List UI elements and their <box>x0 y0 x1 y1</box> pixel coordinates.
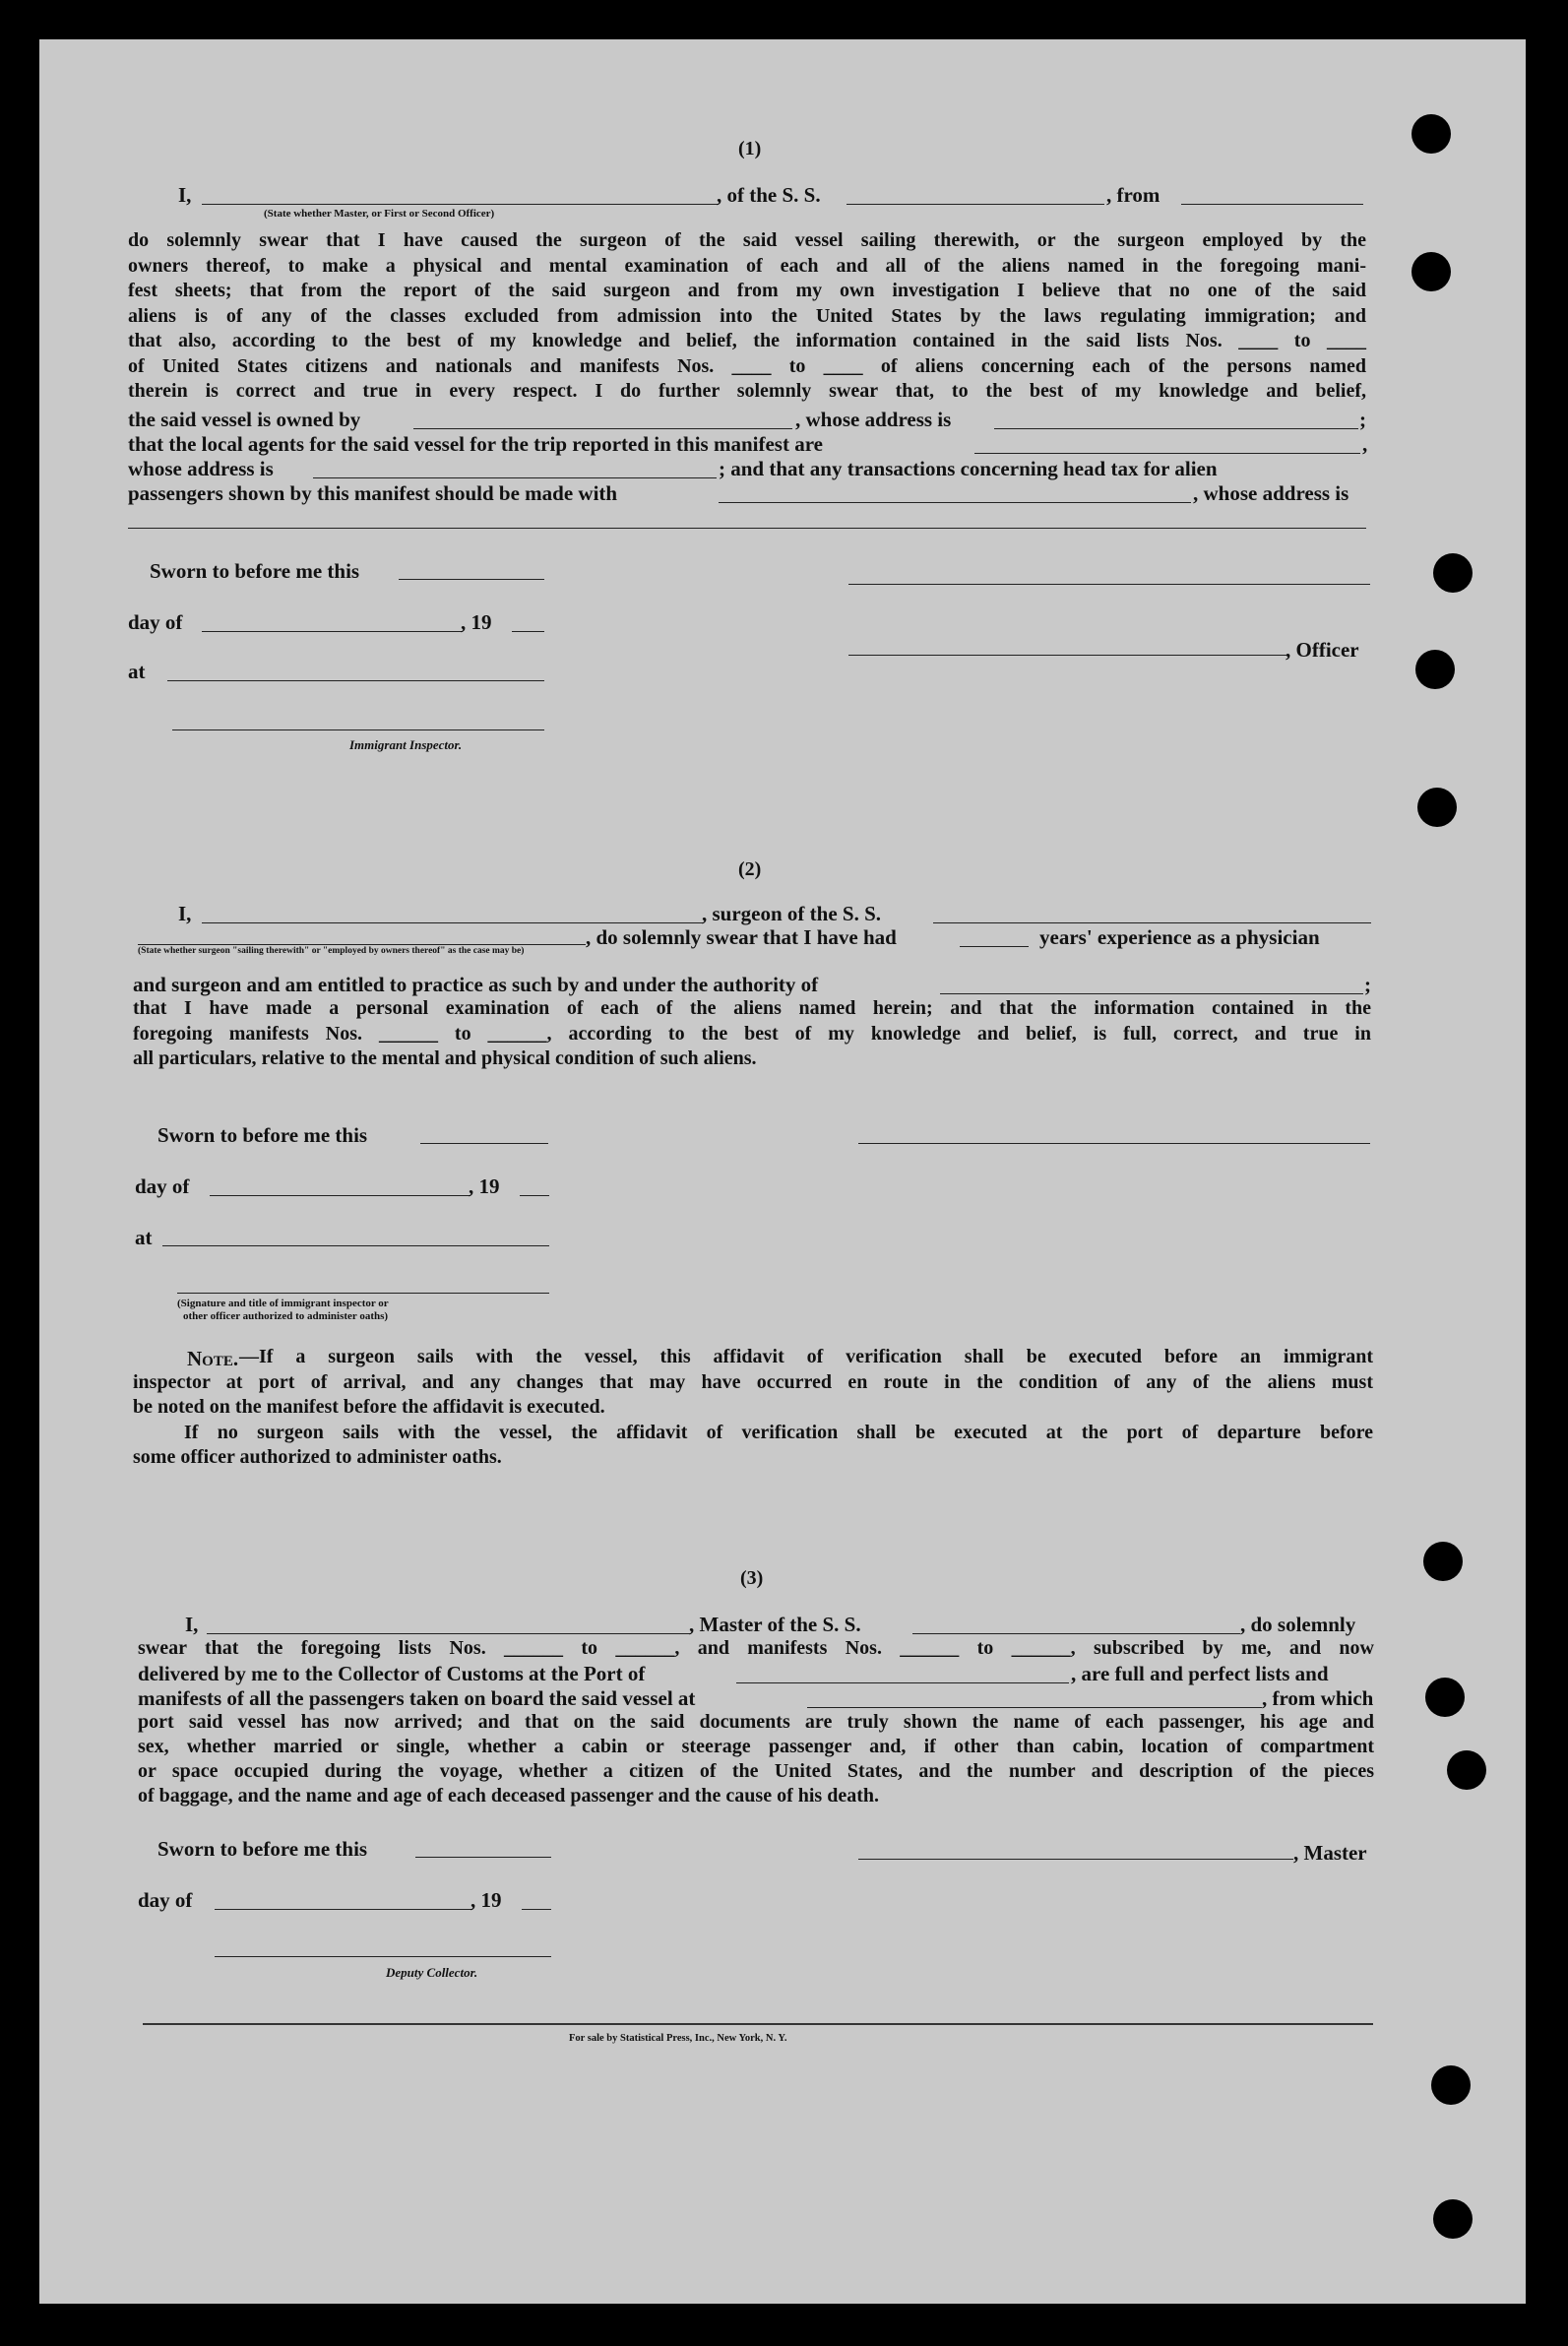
at-label-2: at <box>135 1226 153 1249</box>
agents-address-field[interactable] <box>313 477 717 478</box>
do-solemnly-label: , do solemnly <box>1240 1613 1356 1636</box>
at-field-2[interactable] <box>162 1245 549 1246</box>
officer-rank-field[interactable] <box>202 204 719 205</box>
footer-printer: For sale by Statistical Press, Inc., New York, N. Y. <box>569 2033 787 2044</box>
year-label-2: , 19 <box>469 1174 500 1198</box>
section-3-number: (3) <box>740 1567 764 1589</box>
head-tax-label: ; and that any transactions concerning head tax for alien <box>719 457 1218 480</box>
taken-on-board-label: manifests of all the passengers taken on board the said vessel at <box>138 1686 696 1710</box>
semicolon-2: ; <box>1364 973 1371 996</box>
authority-field[interactable] <box>940 993 1363 994</box>
port-field[interactable] <box>736 1682 1069 1683</box>
surgeon-ship-field[interactable] <box>933 922 1371 923</box>
binder-hole <box>1417 788 1457 827</box>
inspector-signature-field-2[interactable] <box>177 1293 549 1294</box>
section-3-text-b: port said vessel has now arrived; and that on the said documents are truly shown the name of each passenger, his age and sex, whether married or single, whether a cabin or steerage passenger and, if other than cabin, location of compartment or space occupied during the voyage, whether a citizen of the United States, and the number and description of the pieces of baggage, and the name and age of each deceased passenger and the cause of his death. <box>138 1711 1374 1807</box>
years-field[interactable] <box>960 946 1029 947</box>
surgeon-name-field[interactable] <box>202 922 704 923</box>
year-field-3[interactable] <box>522 1909 551 1910</box>
full-correct-label: , are full and perfect lists and <box>1071 1662 1329 1685</box>
binder-hole <box>1423 1542 1463 1581</box>
section-2-text: that I have made a personal examination of each of the aliens named herein; and that the information contained in the foregoing manifests Nos. ______ to ______, according to the best of my knowledge and belief, is full, correct, and true in all particulars, relative to the mental and physical condition of such aliens. <box>133 997 1371 1069</box>
contact-address-field[interactable] <box>128 528 1366 529</box>
sworn-label-3: Sworn to before me this <box>157 1837 368 1861</box>
ship-name-field[interactable] <box>847 204 1104 205</box>
sworn-label: Sworn to before me this <box>150 559 360 583</box>
officer-label: , Officer <box>1286 638 1359 662</box>
i-label: I, <box>178 183 192 207</box>
year-field-2[interactable] <box>520 1195 549 1196</box>
master-signature-field[interactable] <box>858 1859 1293 1860</box>
day-of-label-2: day of <box>135 1174 190 1198</box>
deputy-signature-field[interactable] <box>215 1956 551 1957</box>
from-label: , from <box>1106 183 1160 207</box>
passengers-label: passengers shown by this manifest should be made with <box>128 481 618 505</box>
day-of-label-3: day of <box>138 1888 193 1912</box>
surgeon-signature-field[interactable] <box>858 1143 1370 1144</box>
owner-field[interactable] <box>413 428 792 429</box>
swear-label: , do solemnly swear that I have had <box>586 925 897 949</box>
whose-address-label: , whose address is <box>795 408 952 431</box>
head-tax-contact-field[interactable] <box>719 502 1191 503</box>
year-label-3: , 19 <box>470 1888 502 1912</box>
of-ss-label: , of the S. S. <box>717 183 821 207</box>
sworn-date-field-2[interactable] <box>420 1143 548 1144</box>
master-label: , Master <box>1293 1841 1367 1865</box>
i-label-3: I, <box>185 1613 199 1636</box>
deputy-label: Deputy Collector. <box>386 1965 478 1980</box>
year-field[interactable] <box>512 631 544 632</box>
departure-port-field[interactable] <box>807 1707 1262 1708</box>
officer-signature-field-top[interactable] <box>848 584 1370 585</box>
note-text: —If a surgeon sails with the vessel, this affidavit of verification shall be executed before an immigrant inspector at port of arrival, and any changes that may have occurred en route in the condition of any of the aliens must be noted on the manifest before the affidavit is executed. If no surgeon sails with the vessel, the affidavit of verification shall be executed at the port of departure before some officer authorized to administer oaths. <box>133 1346 1373 1468</box>
day-of-field-3[interactable] <box>215 1909 472 1910</box>
binder-hole <box>1447 1750 1486 1790</box>
comma: , <box>1362 432 1368 456</box>
master-of-label: , Master of the S. S. <box>689 1613 861 1636</box>
years-label: years' experience as a physician <box>1039 925 1320 949</box>
at-label: at <box>128 660 146 683</box>
owner-address-field[interactable] <box>994 428 1358 429</box>
sig-note-2: other officer authorized to administer oaths) <box>183 1310 389 1322</box>
inspector-signature-field[interactable] <box>172 729 544 730</box>
section-1-number: (1) <box>738 138 762 159</box>
i-label-2: I, <box>178 902 192 925</box>
bottom-rule <box>143 2023 1373 2025</box>
agents-label: that the local agents for the said vessel for the trip reported in this manifest are <box>128 432 823 456</box>
binder-hole <box>1415 650 1455 689</box>
state-note: (State whether Master, or First or Second Officer) <box>264 208 495 220</box>
sig-note-1: (Signature and title of immigrant inspector or <box>177 1298 389 1309</box>
year-label: , 19 <box>461 610 492 634</box>
binder-hole <box>1433 2199 1473 2239</box>
surgeon-of-label: , surgeon of the S. S. <box>702 902 882 925</box>
at-field[interactable] <box>167 680 544 681</box>
master-name-field[interactable] <box>207 1633 691 1634</box>
binder-hole <box>1411 252 1451 291</box>
from-which-label: , from which <box>1262 1686 1374 1710</box>
section-2-number: (2) <box>738 858 762 880</box>
whose-address-label-2: whose address is <box>128 457 274 480</box>
day-of-field-2[interactable] <box>210 1195 470 1196</box>
section-3-text-a: swear that the foregoing lists Nos. ______ to ______, and manifests Nos. ______ to ______, subscribed by me, and now <box>138 1637 1374 1659</box>
day-of-label: day of <box>128 610 183 634</box>
owned-by-label: the said vessel is owned by <box>128 408 361 431</box>
inspector-label: Immigrant Inspector. <box>349 737 463 752</box>
binder-hole <box>1425 1678 1465 1717</box>
binder-hole <box>1433 553 1473 593</box>
note-label: Note. <box>187 1347 239 1370</box>
whose-address-label-3: , whose address is <box>1193 481 1349 505</box>
agents-field[interactable] <box>974 453 1360 454</box>
officer-signature-field[interactable] <box>848 655 1286 656</box>
section-1-oath-text: do solemnly swear that I have caused the surgeon of the said vessel sailing therewith, or the surgeon employed by the owners thereof, to make a physical and mental examination of each and all of the aliens named in the foregoing mani- fest sheets; that from the report of the said surgeon and from my own investigation I believe that no one of the said aliens is of any of the classes excluded from admission into the United States by the laws regulating immigration; and that also, according to the best of my knowledge and belief, the information contained in the said lists Nos. ____ to ____ of United States citizens and nationals and manifests Nos. ____ to ____ of aliens concerning each of the persons named therein is correct and true in every respect. I do further solemnly swear that, to the best of my knowledge and belief, <box>128 229 1366 402</box>
sworn-date-field[interactable] <box>399 579 544 580</box>
day-of-field[interactable] <box>202 631 463 632</box>
sworn-label-2: Sworn to before me this <box>157 1123 368 1147</box>
surgeon-status-field[interactable] <box>138 944 586 945</box>
surgeon-state-note: (State whether surgeon "sailing therewith" or "employed by owners thereof" as the case may be) <box>138 946 525 956</box>
authority-label: and surgeon and am entitled to practice as such by and under the authority of <box>133 973 819 996</box>
port-label: delivered by me to the Collector of Customs at the Port of <box>138 1662 646 1685</box>
master-ship-field[interactable] <box>912 1633 1240 1634</box>
from-port-field[interactable] <box>1181 204 1363 205</box>
binder-hole <box>1431 2065 1471 2105</box>
sworn-date-field-3[interactable] <box>415 1857 551 1858</box>
binder-hole <box>1411 114 1451 154</box>
semicolon: ; <box>1359 408 1366 431</box>
